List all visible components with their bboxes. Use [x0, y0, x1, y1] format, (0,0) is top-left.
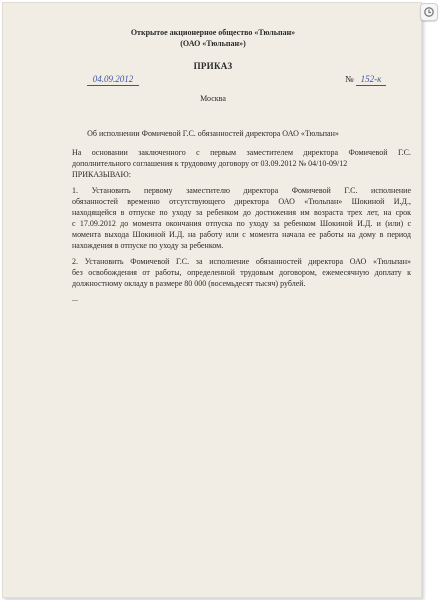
item1-line: момента выхода Шокиной И.Д. на работу или с момента начала ее работы на дому в период: [72, 230, 411, 239]
item1-line: находящейся в отпуске по уходу за ребенком до достижения им возраста трех лет, на срок: [72, 208, 411, 217]
watermark-logo-icon: [420, 3, 438, 21]
organization-short-name: (ОАО «Тюльпан»): [180, 39, 246, 48]
item1-line: 1. Установить первому заместителю директора Фомичевой Г.С. исполнение: [72, 186, 411, 195]
number-label: №: [345, 74, 354, 84]
document-number: 152-к: [356, 74, 386, 86]
document-subject: Об исполнении Фомичевой Г.С. обязанностей директора ОАО «Тюльпан»: [87, 129, 339, 138]
item2-line: 2. Установить Фомичевой Г.С. за исполнение обязанностей директора ОАО «Тюльпан»: [72, 257, 411, 266]
city: Москва: [200, 94, 226, 103]
document-page: [2, 2, 422, 598]
intro-line: дополнительного соглашения к трудовому договору от 03.09.2012 № 04/10-09/12: [72, 159, 348, 168]
item2-line: должностному окладу в размере 80 000 (восемьдесят тысяч) рублей.: [72, 279, 306, 288]
ellipsis: ...: [72, 294, 78, 303]
item1-line: обязанностей временно отсутствующего директора ОАО «Тюльпан» Шокиной И.Д.,: [72, 197, 411, 206]
order-word: ПРИКАЗЫВАЮ:: [72, 170, 131, 179]
organization-name: Открытое акционерное общество «Тюльпан»: [130, 28, 296, 37]
intro-line: На основании заключенного с первым заместителем директора Фомичевой Г.С.: [72, 148, 411, 157]
item2-line: без освобождения от работы, определенной трудовым договором, ежемесячную доплату к: [72, 268, 411, 277]
item1-line: с 17.09.2012 до момента окончания отпуска по уходу за ребенком Шокиной И.Д. и (или) с: [72, 219, 411, 228]
document-date: 04.09.2012: [87, 74, 139, 86]
document-title: ПРИКАЗ: [193, 61, 233, 71]
item1-line: нахождения в отпуске по уходу за ребенком.: [72, 241, 224, 250]
